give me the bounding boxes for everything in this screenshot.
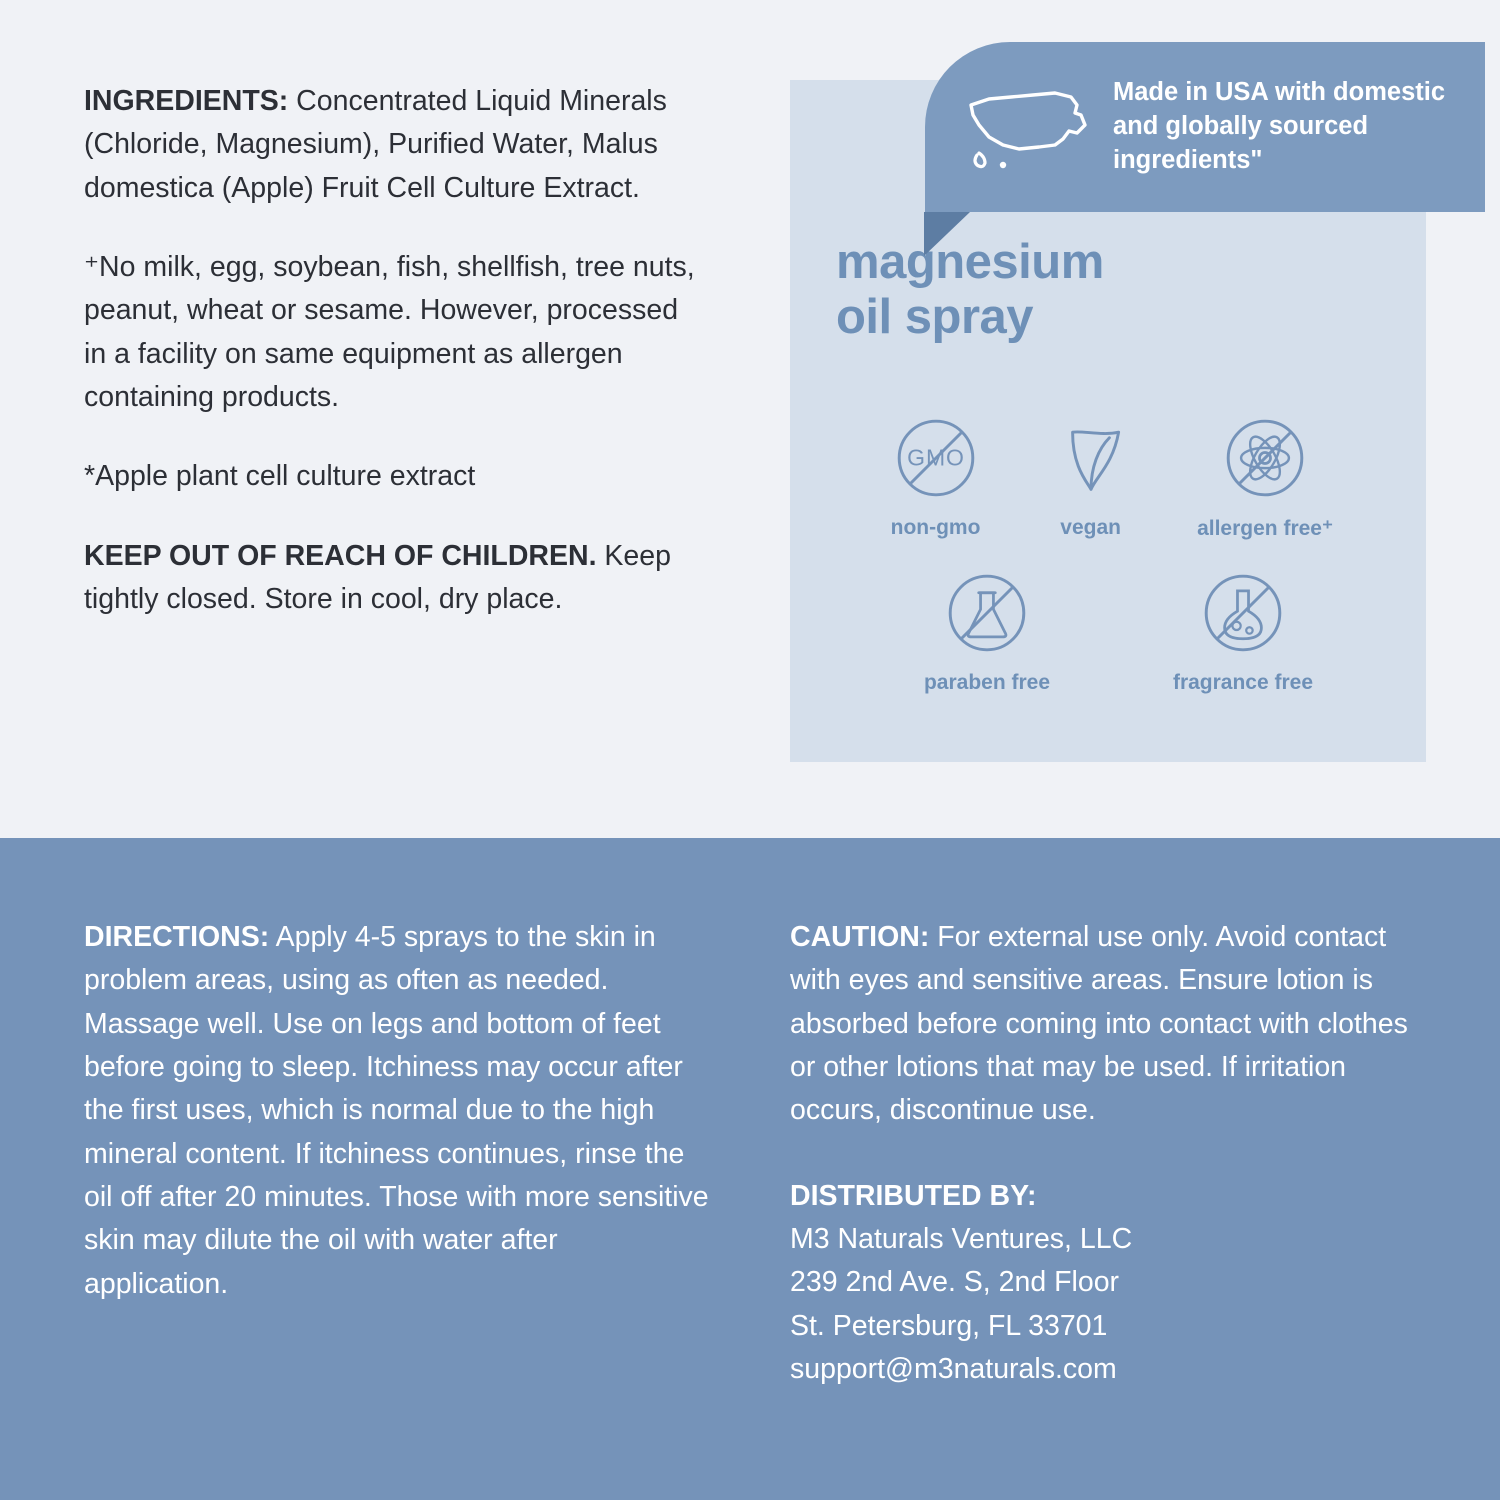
caution-body: For external use only. Avoid contact with eyes and sensitive areas. Ensure lotion is absorbed before coming into contact with clothes or other lotions that may be used. If irritation occurs, discontinue use. (790, 921, 1408, 1127)
warning-heading: KEEP OUT OF REACH OF CHILDREN. (84, 539, 597, 572)
directions-paragraph (84, 916, 709, 1306)
ingredients-column (84, 80, 704, 621)
ingredients-paragraph (84, 80, 704, 210)
badge-allergen-free (1168, 410, 1362, 541)
directions-column (84, 916, 709, 1306)
caution-heading: CAUTION: (790, 921, 930, 953)
distributor-email[interactable]: support@m3naturals.com (790, 1352, 1117, 1385)
badge-label: paraben free (923, 671, 1051, 694)
badge-label: non-gmo (890, 516, 981, 539)
bottom-panel (0, 838, 1500, 1500)
product-title-line-2: oil spray (836, 289, 1034, 344)
keep-out-of-reach-warning (84, 535, 704, 622)
badge-row-1 (830, 410, 1390, 541)
non-gmo-icon (858, 410, 1013, 506)
badge-label: fragrance free (1172, 671, 1314, 694)
distributor-address-line-1: 239 2nd Ave. S, 2nd Floor (790, 1266, 1120, 1299)
directions-body: Apply 4-5 sprays to the skin in problem areas, using as often as needed. Massage well. Use on legs and bottom of feet before going to sleep. Itchiness may occur after the first uses, which is normal due to the high mineral content. If itchiness continues, rinse the oil off after 20 minutes. Those with more sensitive skin may dilute the oil with water after application. (84, 921, 709, 1300)
badge-non-gmo (858, 410, 1013, 541)
made-in-usa-text: Made in USA with domestic and globally sourced ingredients" (1113, 78, 1446, 174)
ingredients-body: Concentrated Liquid Minerals (Chloride, Magnesium), Purified Water, Malus domestica (Apple) Fruit Cell Culture Extract. (84, 85, 667, 204)
badge-fragrance-free (1143, 565, 1343, 695)
directions-heading: DIRECTIONS: (84, 921, 270, 953)
certification-badges (830, 410, 1390, 695)
vegan-leaf-icon (1013, 410, 1168, 506)
paraben-free-icon (887, 565, 1087, 661)
warning-body: Keep tightly closed. Store in cool, dry place. (84, 539, 671, 615)
distributed-by-heading: DISTRIBUTED BY: (790, 1179, 1037, 1212)
badge-paraben-free (887, 565, 1087, 695)
usa-map-icon (959, 75, 1099, 179)
badge-label: allergen free⁺ (1197, 517, 1334, 540)
svg-text:GMO: GMO (906, 444, 965, 471)
banner-fold (924, 212, 970, 256)
distributor-company: M3 Naturals Ventures, LLC (790, 1222, 1133, 1255)
badge-label: vegan (1060, 516, 1121, 539)
allergen-free-icon (1168, 410, 1362, 506)
fragrance-free-icon (1143, 565, 1343, 661)
caution-column (790, 916, 1430, 1391)
product-title-line-1: magnesium (836, 235, 1104, 289)
badge-vegan (1013, 410, 1168, 541)
made-in-usa-banner (925, 42, 1485, 212)
ingredients-heading: INGREDIENTS: (84, 85, 289, 117)
badge-row-2 (830, 565, 1390, 695)
distributor-address-line-2: St. Petersburg, FL 33701 (790, 1309, 1108, 1342)
distributed-by-block (790, 1175, 1430, 1392)
apple-extract-note: *Apple plant cell culture extract (84, 460, 476, 493)
caution-paragraph (790, 916, 1430, 1133)
allergen-note: ⁺No milk, egg, soybean, fish, shellfish, tree nuts, peanut, wheat or sesame. However, processed in a facility on same equipment as allergen containing products. (84, 250, 695, 413)
